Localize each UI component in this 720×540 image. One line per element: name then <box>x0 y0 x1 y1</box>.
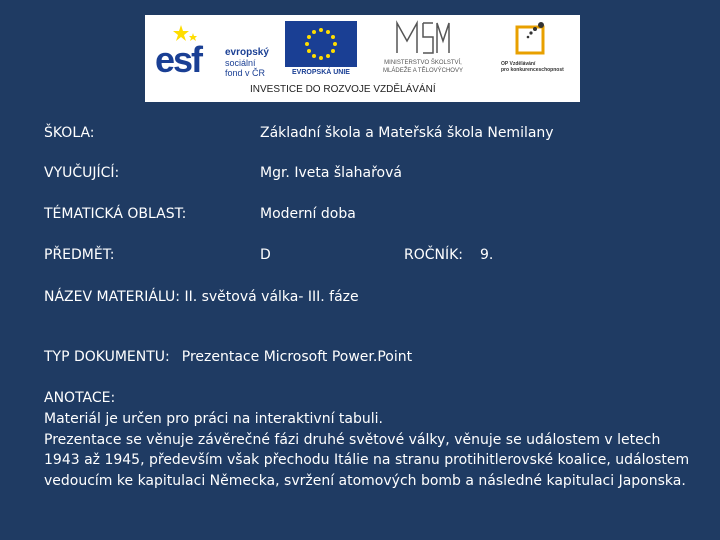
rocnik-label: ROČNÍK: <box>404 247 464 263</box>
anotace-line-1: Materiál je určen pro práci na interaktivní tabuli. <box>44 411 383 427</box>
esf-logo <box>155 21 275 79</box>
vyucujici-label: VYUČUJÍCÍ: <box>44 165 120 181</box>
op-logo <box>493 19 573 81</box>
oblast-value: Moderní doba <box>260 206 356 222</box>
anotace-line-2: Prezentace se věnuje závěrečné fázi druhé světové války, věnuje se událostem v letech 1943 až 1945, především však přechodu Itálie na stranu protihitlerovské koalice, událostem vedoucím ke kapitulaci Německa, svržení atomových bomb a následné kapitulaci Japonska. <box>44 431 690 489</box>
anotace-body <box>44 409 694 491</box>
logo-banner <box>145 15 580 102</box>
predmet-value: D <box>260 247 271 263</box>
eu-logo <box>285 21 357 79</box>
rocnik-value: 9. <box>480 247 494 263</box>
anotace-title: ANOTACE: <box>44 390 116 406</box>
typ-value: Prezentace Microsoft Power.Point <box>181 349 413 365</box>
eu-label: EVROPSKÁ UNIE <box>292 69 350 76</box>
nazev-row <box>44 288 359 306</box>
op-caption: OP Vzdělávání pro konkurenceschopnost <box>501 61 564 73</box>
banner-slogan: INVESTICE DO ROZVOJE VZDĚLÁVÁNÍ <box>250 84 436 95</box>
op-emblem-icon <box>511 19 551 59</box>
esf-caption: evropský sociální fond v ČR <box>225 47 269 78</box>
vyucujici-value: Mgr. Iveta šlahařová <box>260 165 402 181</box>
skola-value: Základní škola a Mateřská škola Nemilany <box>260 125 554 141</box>
typ-label: TYP DOKUMENTU: <box>44 349 170 365</box>
typ-row <box>44 348 412 366</box>
nazev-label: NÁZEV MATERIÁLU: <box>44 289 180 305</box>
esf-wordmark: esf <box>155 39 202 80</box>
skola-label: ŠKOLA: <box>44 125 95 141</box>
nazev-value: II. světová válka- III. fáze <box>184 289 359 305</box>
predmet-label: PŘEDMĚT: <box>44 247 115 263</box>
msmt-emblem-icon <box>393 17 453 57</box>
msmt-caption: MINISTERSTVO ŠKOLSTVÍ, MLÁDEŽE A TĚLOVÝCHOVY <box>383 60 463 74</box>
eu-flag-icon <box>285 21 357 67</box>
oblast-label: TÉMATICKÁ OBLAST: <box>44 206 187 222</box>
msmt-logo <box>363 17 483 79</box>
